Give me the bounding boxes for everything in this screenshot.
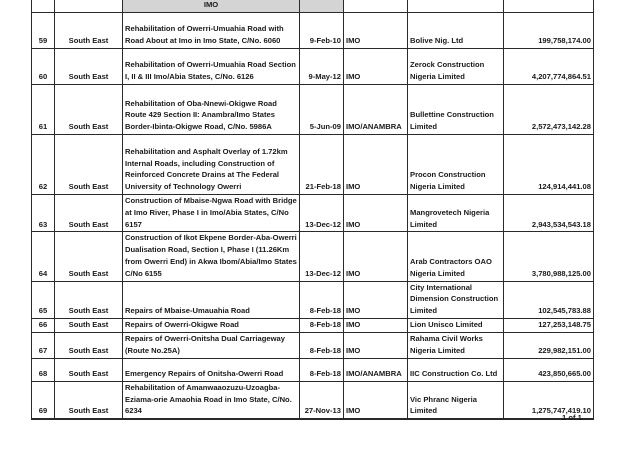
- project-description: Repairs of Owerri-Onitsha Dual Carriageway (Route No.25A): [123, 332, 300, 358]
- header-cell-empty: [344, 0, 408, 13]
- award-date: 9-May-12: [300, 49, 344, 85]
- zone: South East: [55, 195, 123, 232]
- state: IMO/ANAMBRA: [344, 85, 408, 135]
- contract-amount: 102,545,783.88: [504, 281, 594, 318]
- project-description: Repairs of Owerri-Okigwe Road: [123, 318, 300, 332]
- state: IMO: [344, 332, 408, 358]
- table-row: [32, 195, 594, 232]
- contractor: Vic Phranc Nigeria Limited: [408, 381, 504, 419]
- state: IMO: [344, 318, 408, 332]
- contractor: Bolive Nig. Ltd: [408, 13, 504, 49]
- table-row: [32, 332, 594, 358]
- contract-amount: 127,253,148.75: [504, 318, 594, 332]
- project-description: Rehabilitation of Amanwaaozuzu-Uzoagba-Eziama-orie Amaohia Road in Imo State, C/No. 6234: [123, 381, 300, 419]
- serial-number: 69: [32, 381, 55, 419]
- table-row: [32, 318, 594, 332]
- page-indicator: 1 of 1: [562, 413, 582, 422]
- project-description: Rehabilitation of Oba-Nnewi-Okigwe Road Route 429 Section II: Anambra/Imo States Border-Ibinta-Okigwe Road, C/No. 5986A: [123, 85, 300, 135]
- contractor: IIC Construction Co. Ltd: [408, 358, 504, 381]
- project-description: Rehabilitation of Owerri-Umuahia Road with Road About at Imo in Imo State, C/No. 6060: [123, 13, 300, 49]
- table-row: [32, 281, 594, 318]
- serial-number: 67: [32, 332, 55, 358]
- contract-amount: 423,850,665.00: [504, 358, 594, 381]
- contractor: Zerock Construction Nigeria Limited: [408, 49, 504, 85]
- contract-amount: 229,982,151.00: [504, 332, 594, 358]
- header-cell-gray: [300, 0, 344, 13]
- project-description: Rehabilitation of Owerri-Umuahia Road Section I, II & III Imo/Abia States, C/No. 6126: [123, 49, 300, 85]
- zone: South East: [55, 381, 123, 419]
- award-date: 8-Feb-18: [300, 318, 344, 332]
- serial-number: 64: [32, 232, 55, 281]
- table-row: [32, 232, 594, 281]
- serial-number: 68: [32, 358, 55, 381]
- header-cell-empty: [408, 0, 504, 13]
- zone: South East: [55, 13, 123, 49]
- contractor: Mangrovetech Nigeria Limited: [408, 195, 504, 232]
- group-header-row: [32, 0, 594, 13]
- state: IMO: [344, 13, 408, 49]
- project-description: Emergency Repairs of Onitsha-Owerri Road: [123, 358, 300, 381]
- contractor: Lion Unisco Limited: [408, 318, 504, 332]
- state: IMO: [344, 135, 408, 195]
- award-date: 8-Feb-18: [300, 281, 344, 318]
- zone: South East: [55, 232, 123, 281]
- contract-amount: 3,780,988,125.00: [504, 232, 594, 281]
- zone: South East: [55, 358, 123, 381]
- project-description: Construction of Mbaise-Ngwa Road with Bridge at Imo River, Phase I in Imo/Abia States, C/No 6157: [123, 195, 300, 232]
- contract-amount: 1,275,747,419.10: [504, 381, 594, 419]
- state: IMO: [344, 381, 408, 419]
- table-row: [32, 49, 594, 85]
- contract-amount: 124,914,441.08: [504, 135, 594, 195]
- state: IMO: [344, 232, 408, 281]
- contractor: Bullettine Construction Limited: [408, 85, 504, 135]
- zone: South East: [55, 332, 123, 358]
- serial-number: 62: [32, 135, 55, 195]
- zone: South East: [55, 135, 123, 195]
- zone: South East: [55, 85, 123, 135]
- state: IMO: [344, 195, 408, 232]
- award-date: 21-Feb-18: [300, 135, 344, 195]
- state-group-label: IMO: [123, 0, 300, 13]
- serial-number: 66: [32, 318, 55, 332]
- header-cell-empty: [55, 0, 123, 13]
- award-date: 8-Feb-18: [300, 332, 344, 358]
- table-row: [32, 135, 594, 195]
- contract-amount: 4,207,774,864.51: [504, 49, 594, 85]
- award-date: 13-Dec-12: [300, 232, 344, 281]
- zone: South East: [55, 281, 123, 318]
- contract-amount: 2,943,534,543.18: [504, 195, 594, 232]
- contractor: Arab Contractors OAO Nigeria Limited: [408, 232, 504, 281]
- table-row: [32, 358, 594, 381]
- award-date: 8-Feb-18: [300, 358, 344, 381]
- table-row: [32, 85, 594, 135]
- state: IMO/ANAMBRA: [344, 358, 408, 381]
- project-description: Construction of Ikot Ekpene Border-Aba-Owerri Dualisation Road, Section I, Phase I (11.26Km from Owerri End) in Akwa Ibom/Abia/Imo States C/No 6155: [123, 232, 300, 281]
- serial-number: 63: [32, 195, 55, 232]
- serial-number: 61: [32, 85, 55, 135]
- state: IMO: [344, 281, 408, 318]
- serial-number: 65: [32, 281, 55, 318]
- contractor: City International Dimension Construction Limited: [408, 281, 504, 318]
- contractor: Rahama Civil Works Nigeria Limited: [408, 332, 504, 358]
- award-date: 9-Feb-10: [300, 13, 344, 49]
- state: IMO: [344, 49, 408, 85]
- header-cell-empty: [504, 0, 594, 13]
- table-row: [32, 13, 594, 49]
- project-description: Repairs of Mbaise-Umauahia Road: [123, 281, 300, 318]
- table-row: [32, 381, 594, 419]
- serial-number: 60: [32, 49, 55, 85]
- zone: South East: [55, 318, 123, 332]
- project-description: Rehabilitation and Asphalt Overlay of 1.72km Internal Roads, including Construction of Reinforced Concrete Drains at The Federal University of Technology Owerri: [123, 135, 300, 195]
- serial-number: 59: [32, 13, 55, 49]
- contract-amount: 2,572,473,142.28: [504, 85, 594, 135]
- contractor: Procon Construction Nigeria Limited: [408, 135, 504, 195]
- contracts-table: [31, 0, 594, 420]
- award-date: 27-Nov-13: [300, 381, 344, 419]
- zone: South East: [55, 49, 123, 85]
- contract-amount: 199,758,174.00: [504, 13, 594, 49]
- award-date: 5-Jun-09: [300, 85, 344, 135]
- award-date: 13-Dec-12: [300, 195, 344, 232]
- header-cell-empty: [32, 0, 55, 13]
